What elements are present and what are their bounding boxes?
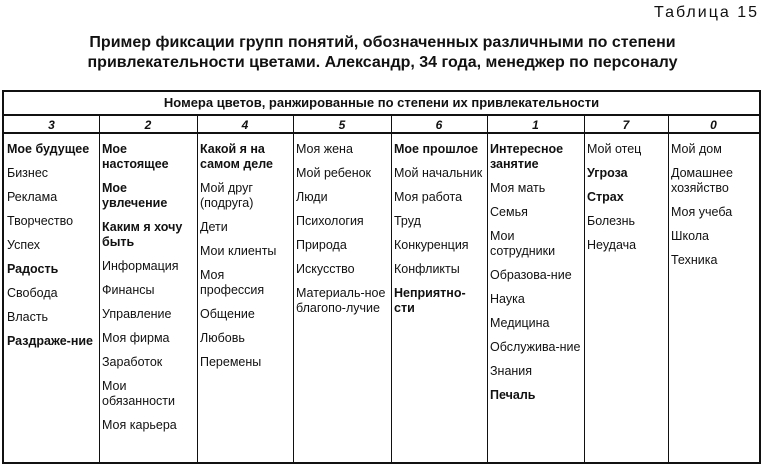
concept-item: Конкуренция	[394, 238, 469, 252]
color-number: 6	[391, 116, 487, 134]
concept-item: Знания	[490, 364, 533, 378]
concept-item: Перемены	[200, 355, 262, 369]
concept-item: Каким я хочу быть	[102, 220, 183, 249]
concept-item: Мои клиенты	[200, 244, 277, 258]
color-number: 2	[99, 116, 197, 134]
concept-item: Успех	[7, 238, 41, 252]
concept-item: Раздраже-ние	[7, 334, 94, 348]
concept-item: Конфликты	[394, 262, 460, 276]
concept-item: Информация	[102, 259, 179, 273]
concept-item: Моя мать	[490, 181, 546, 195]
concept-item: Природа	[296, 238, 347, 252]
table-header: Номера цветов, ранжированные по степени их привлекательности	[4, 92, 759, 116]
concept-item: Семья	[490, 205, 528, 219]
concept-item: Интересное занятие	[490, 142, 564, 171]
color-number: 0	[668, 116, 759, 134]
title-line-2: привлекательности цветами. Александр, 34 года, менеджер по персоналу	[87, 54, 678, 71]
concept-item: Мои обязанности	[102, 379, 176, 408]
concept-item: Труд	[394, 214, 421, 228]
color-column	[4, 134, 97, 462]
color-ranking-table	[2, 90, 761, 464]
color-number: 5	[293, 116, 391, 134]
concept-item: Болезнь	[587, 214, 635, 228]
concept-item: Техника	[671, 253, 718, 267]
concept-item: Наука	[490, 292, 525, 306]
concept-item: Мое увлечение	[102, 181, 168, 210]
concept-item: Моя карьера	[102, 418, 177, 432]
color-column	[391, 134, 485, 462]
color-column	[99, 134, 195, 462]
concept-item: Мой отец	[587, 142, 642, 156]
concept-item: Свобода	[7, 286, 58, 300]
concept-item: Искусство	[296, 262, 355, 276]
color-number: 3	[4, 116, 99, 134]
color-column	[197, 134, 291, 462]
concept-item: Неудача	[587, 238, 637, 252]
color-column	[584, 134, 666, 462]
concept-item: Радость	[7, 262, 59, 276]
color-column	[668, 134, 757, 462]
color-column	[487, 134, 582, 462]
concept-item: Заработок	[102, 355, 163, 369]
title-line-1: Пример фиксации групп понятий, обозначенных различными по степени	[89, 34, 676, 51]
concept-item: Общение	[200, 307, 255, 321]
concept-item: Школа	[671, 229, 709, 243]
concept-item: Реклама	[7, 190, 58, 204]
color-number: 4	[197, 116, 293, 134]
concept-item: Моя жена	[296, 142, 353, 156]
concept-item: Мой дом	[671, 142, 722, 156]
concept-item: Управление	[102, 307, 172, 321]
concept-item: Мое прошлое	[394, 142, 479, 156]
page-title	[0, 33, 765, 73]
concept-item: Любовь	[200, 331, 245, 345]
concept-item: Обслужива-ние	[490, 340, 581, 354]
concept-item: Мой друг (подруга)	[200, 181, 254, 210]
concept-item: Какой я на самом деле	[200, 142, 273, 171]
concept-item: Страх	[587, 190, 624, 204]
concept-item: Печаль	[490, 388, 536, 402]
concept-item: Мое настоящее	[102, 142, 169, 171]
concept-item: Моя фирма	[102, 331, 170, 345]
concept-item: Моя профессия	[200, 268, 265, 297]
concept-item: Мой начальник	[394, 166, 483, 180]
concept-item: Бизнес	[7, 166, 49, 180]
concept-item: Мой ребенок	[296, 166, 372, 180]
color-number: 1	[487, 116, 584, 134]
color-column	[293, 134, 389, 462]
concept-item: Финансы	[102, 283, 155, 297]
table-number: Таблица 15	[654, 4, 759, 21]
concept-item: Неприятно-сти	[394, 286, 466, 315]
concept-item: Угроза	[587, 166, 628, 180]
concept-item: Образова-ние	[490, 268, 572, 282]
concept-item: Люди	[296, 190, 328, 204]
concept-item: Домашнее хозяйство	[671, 166, 733, 195]
color-number: 7	[584, 116, 668, 134]
concept-item: Мои сотрудники	[490, 229, 556, 258]
concept-item: Моя учеба	[671, 205, 733, 219]
concept-item: Дети	[200, 220, 228, 234]
concept-item: Творчество	[7, 214, 74, 228]
concept-item: Моя работа	[394, 190, 463, 204]
concept-item: Власть	[7, 310, 49, 324]
concept-item: Мое будущее	[7, 142, 90, 156]
concept-item: Медицина	[490, 316, 550, 330]
concept-item: Материаль-ное благопо-лучие	[296, 286, 386, 315]
concept-item: Психология	[296, 214, 364, 228]
